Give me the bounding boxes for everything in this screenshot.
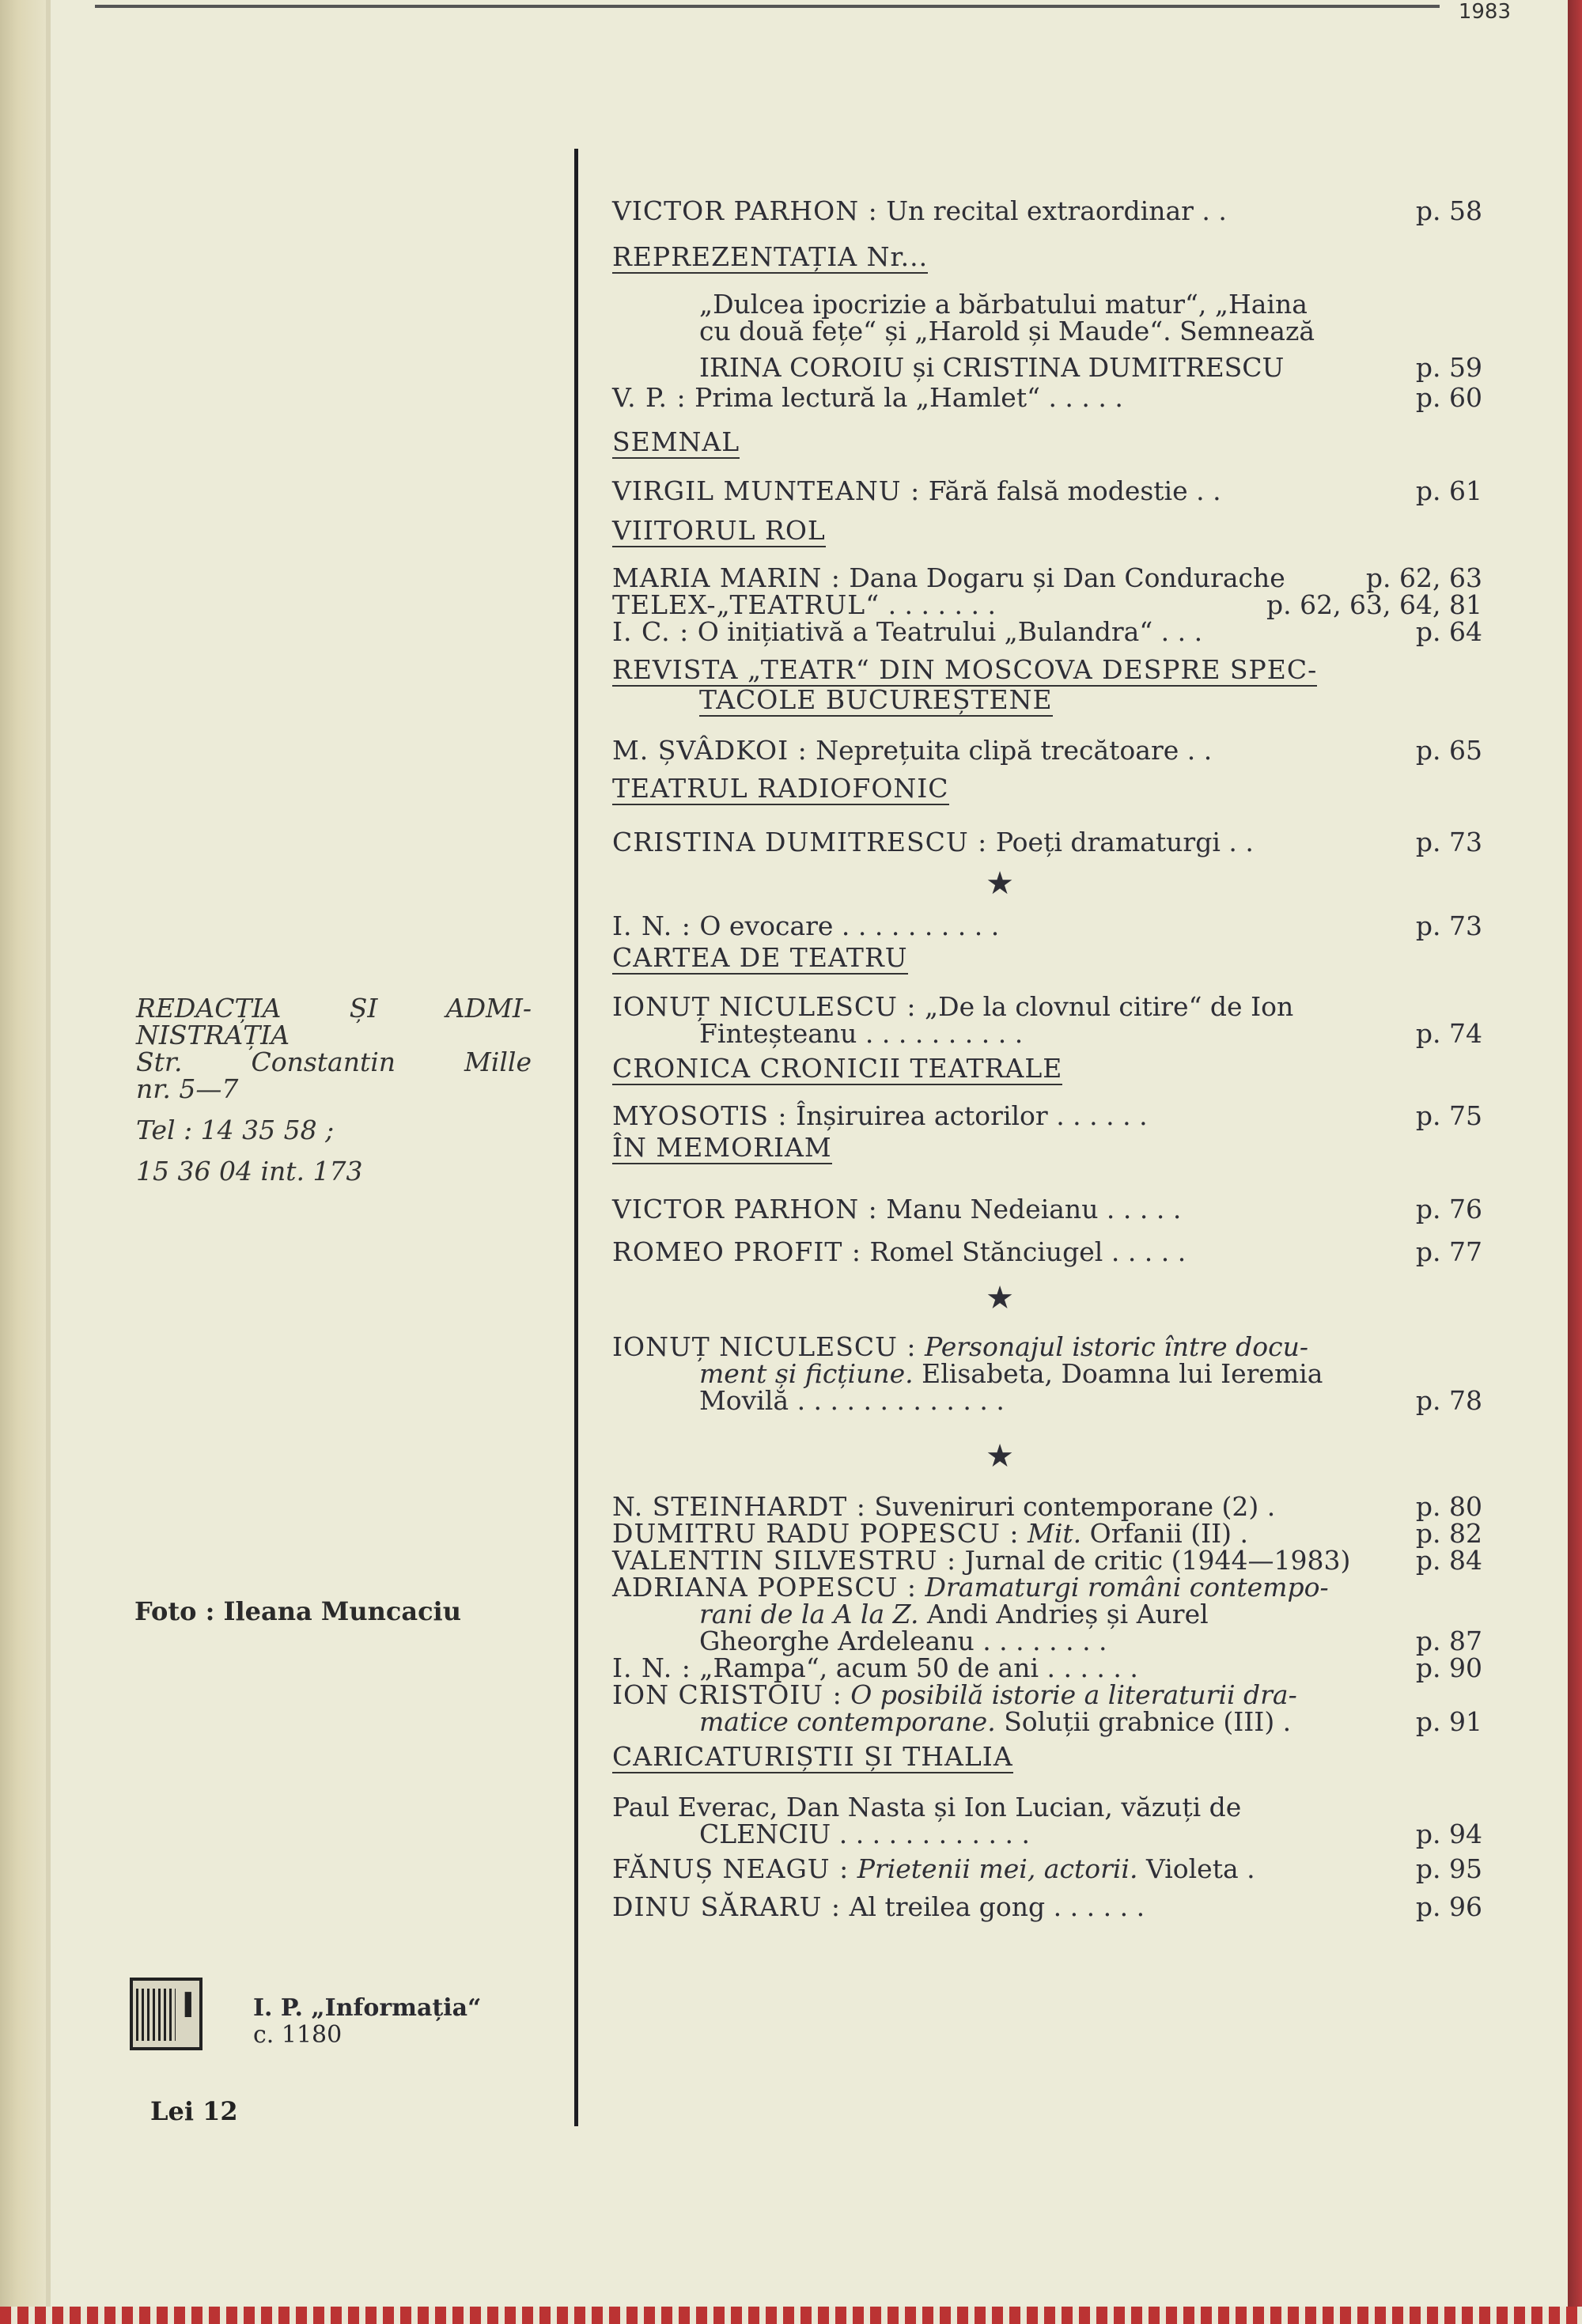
toc-entry: MARIA MARIN : Dana Dogaru și Dan Condurache p. 62, 63 xyxy=(612,562,1482,593)
page-ref: p. 91 xyxy=(1415,1706,1482,1737)
page-ref: p. 80 xyxy=(1415,1491,1482,1522)
toc-entry: DUMITRU RADU POPESCU : Mit. Orfanii (II) . p. 82 xyxy=(612,1518,1482,1549)
section-heading: REVISTA „TEATR“ DIN MOSCOVA DESPRE SPEC- xyxy=(612,654,1318,685)
page-ref: p. 62, 63, 64, 81 xyxy=(1266,589,1482,620)
admi-word: ADMI- xyxy=(445,993,532,1024)
toc-entry: IONUȚ NICULESCU : „De la clovnul citire“ de Ion Finteșteanu . . . . . . . . . . p. 74 xyxy=(612,991,1482,1049)
page-ref: p. 96 xyxy=(1415,1891,1482,1922)
star-separator-icon: ★ xyxy=(986,1438,1014,1474)
book-spine xyxy=(0,0,46,2324)
toc-entry: TELEX-„TEATRUL“ . . . . . . . p. 62, 63, 64, 81 xyxy=(612,589,1482,620)
toc-entry: CRISTINA DUMITRESCU : Poeți dramaturgi . . p. 73 xyxy=(612,827,1482,857)
page-ref: p. 64 xyxy=(1415,616,1482,647)
page-ref: p. 76 xyxy=(1415,1194,1482,1224)
toc-entry: ROMEO PROFIT : Romel Stănciugel . . . . . p. 77 xyxy=(612,1236,1482,1267)
printer-code: c. 1180 xyxy=(253,2021,343,2049)
toc-entry: M. ȘVÂDKOI : Neprețuita clipă trecătoare . . p. 65 xyxy=(612,735,1482,766)
editorial-address xyxy=(136,995,532,1185)
toc-entry: N. STEINHARDT : Suveniruri contemporane (2) . p. 80 xyxy=(612,1491,1482,1522)
page-ref: p. 74 xyxy=(1415,1018,1482,1049)
imprint-block xyxy=(136,995,532,1185)
street-number: nr. 5—7 xyxy=(136,1073,239,1104)
photo-credit: Foto : Ileana Muncaciu xyxy=(134,1596,461,1626)
toc-entry: MYOSOTIS : Înșiruirea actorilor . . . . . . p. 75 xyxy=(612,1100,1482,1131)
page-ref: p. 90 xyxy=(1415,1652,1482,1683)
toc-entry: ION CRISTOIU : O posibilă istorie a literaturii dra- matice contemporane. Soluții grabnice (III) . p. 91 xyxy=(612,1679,1482,1737)
section-heading: VIITORUL ROL xyxy=(612,515,826,546)
section-heading: CRONICA CRONICII TEATRALE xyxy=(612,1053,1063,1084)
star-separator-icon: ★ xyxy=(986,865,1014,902)
toc-entry: VICTOR PARHON : Un recital extraordinar . . p. 58 xyxy=(612,195,1482,226)
page-ref: p. 59 xyxy=(1415,352,1482,383)
page-ref: p. 58 xyxy=(1415,195,1482,226)
page-ref: p. 65 xyxy=(1415,735,1482,766)
toc-entry: VIRGIL MUNTEANU : Fără falsă modestie . . p. 61 xyxy=(612,475,1482,506)
phone-line-2: 15 36 04 int. 173 xyxy=(136,1156,363,1187)
top-rule xyxy=(95,5,1440,8)
page-ref: p. 94 xyxy=(1415,1819,1482,1849)
toc-entry: VALENTIN SILVESTRU : Jurnal de critic (1944—1983) p. 84 xyxy=(612,1545,1482,1576)
column-divider xyxy=(574,149,578,2126)
page-ref: p. 73 xyxy=(1415,827,1482,857)
page-ref: p. 61 xyxy=(1415,475,1482,506)
star-separator-icon: ★ xyxy=(986,1280,1014,1316)
bottom-binding-strip xyxy=(0,2307,1582,2324)
toc-entry: I. N. : O evocare . . . . . . . . . . p. 73 xyxy=(612,910,1482,941)
si-word: ȘI xyxy=(349,993,378,1024)
page-ref: p. 87 xyxy=(1415,1626,1482,1656)
toc-entry: IONUȚ NICULESCU : Personajul istoric între docu- ment și ficțiune. Elisabeta, Doamna lui Ieremia Movilă . . . . . . . . . . . . . p. 78 xyxy=(612,1331,1482,1416)
printer-block xyxy=(130,1978,481,2050)
constantin-word: Constantin xyxy=(251,1047,396,1077)
page-ref: p. 75 xyxy=(1415,1100,1482,1131)
toc-entry: I. N. : „Rampa“, acum 50 de ani . . . . . . p. 90 xyxy=(612,1652,1482,1683)
page-ref: p. 77 xyxy=(1415,1236,1482,1267)
page-ref: p. 73 xyxy=(1415,910,1482,941)
section-heading: REPREZENTAȚIA Nr... xyxy=(612,241,929,272)
section-heading: ÎN MEMORIAM xyxy=(612,1132,832,1163)
toc-entry: Paul Everac, Dan Nasta și Ion Lucian, văzuți de CLENCIU . . . . . . . . . . . . p. 94 xyxy=(612,1792,1482,1849)
redactie-word: REDACȚIA xyxy=(136,993,282,1024)
page-ref: p. 60 xyxy=(1415,382,1482,413)
page-ref: p. 78 xyxy=(1415,1385,1482,1416)
section-heading-continued: TACOLE BUCUREȘTENE xyxy=(699,684,1053,715)
section-heading: CARICATURIȘTII ȘI THALIA xyxy=(612,1741,1013,1772)
toc-entry: VICTOR PARHON : Manu Nedeianu . . . . . p. 76 xyxy=(612,1194,1482,1224)
toc-entry: DINU SĂRARU : Al treilea gong . . . . . . p. 96 xyxy=(612,1891,1482,1922)
mille-word: Mille xyxy=(464,1047,532,1077)
price-label: Lei 12 xyxy=(150,2096,238,2126)
page-ref: p. 84 xyxy=(1415,1545,1482,1576)
section-heading: CARTEA DE TEATRU xyxy=(612,942,908,973)
toc-entry: „Dulcea ipocrizie a bărbatului matur“, „Haina cu două fețe“ și „Harold și Maude“. Semnează IRINA COROIU și CRISTINA DUMITRESCU p. 59 xyxy=(699,289,1482,383)
toc-entry: ADRIANA POPESCU : Dramaturgi români contempo- rani de la A la Z. Andi Andrieș și Aurel Gheorghe Ardeleanu . . . . . . . . p. 87 xyxy=(612,1572,1482,1656)
toc-entry: I. C. : O inițiativă a Teatrului „Bulandra“ . . . p. 64 xyxy=(612,616,1482,647)
toc-entry: FĂNUȘ NEAGU : Prietenii mei, actorii. Violeta . p. 95 xyxy=(612,1853,1482,1884)
page-ref: p. 62, 63 xyxy=(1365,562,1482,593)
page-gutter xyxy=(46,0,51,2324)
str-word: Str. xyxy=(136,1047,183,1077)
section-heading: TEATRUL RADIOFONIC xyxy=(612,773,949,804)
nistratia-word: NISTRAȚIA xyxy=(136,1020,290,1050)
page-ref: p. 95 xyxy=(1415,1853,1482,1884)
section-heading: SEMNAL xyxy=(612,426,740,457)
page-ref: p. 82 xyxy=(1415,1518,1482,1549)
top-number: 1983 xyxy=(1458,0,1511,24)
phone-line-1: Tel : 14 35 58 ; xyxy=(136,1115,335,1145)
toc-entry: V. P. : Prima lectură la „Hamlet“ . . . . . p. 60 xyxy=(612,382,1482,413)
table-of-contents xyxy=(612,195,1482,1922)
binding-edge xyxy=(1568,0,1582,2324)
printer-name: I. P. „Informația“ xyxy=(253,1994,482,2022)
printer-logo-icon: I xyxy=(130,1978,202,2050)
